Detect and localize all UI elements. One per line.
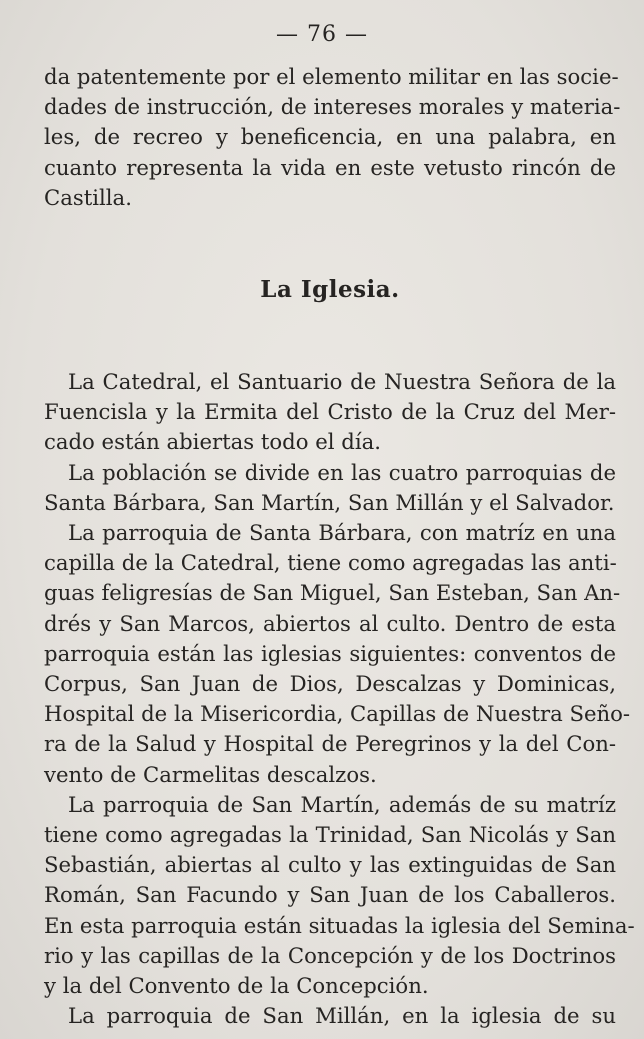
text-line: Sebastián, abiertas al culto y las extinguidas de San [44, 852, 616, 878]
text-line: drés y San Marcos, abiertos al culto. Dentro de esta [44, 610, 616, 636]
text-line: Román, San Facundo y San Juan de los Caballeros. [44, 882, 616, 908]
paragraph-santa-barbara [44, 518, 631, 790]
text-line: tiene como agregadas la Trinidad, San Nicolás y San [44, 822, 616, 848]
text-line: capilla de la Catedral, tiene como agregadas las anti- [44, 550, 617, 576]
text-line: La parroquia de Santa Bárbara, con matríz en una [68, 520, 616, 546]
text-line: La Catedral, el Santuario de Nuestra Señora de la [68, 369, 616, 395]
text-line: les, de recreo y beneficencia, en una palabra, en [44, 124, 616, 150]
paragraph-churches-open [44, 367, 616, 458]
paragraph-continuation [44, 62, 621, 213]
text-line: vento de Carmelitas descalzos. [44, 761, 377, 787]
text-line: La parroquia de San Martín, además de su matríz [68, 791, 616, 817]
text-line: La parroquia de San Millán, en la iglesia de su [68, 1003, 616, 1029]
text-line: parroquia están las iglesias siguientes: conventos de [44, 640, 616, 666]
text-line: dades de instrucción, de intereses morales y materia- [44, 94, 621, 120]
text-line: cuanto representa la vida en este vetusto rincón de [44, 154, 616, 180]
text-line: Santa Bárbara, San Martín, San Millán y el Salvador. [44, 489, 615, 515]
text-line: guas feligresías de San Miguel, San Esteban, San An- [44, 580, 621, 606]
page-body [44, 62, 635, 1031]
text-line: cado están abiertas todo el día. [44, 429, 381, 455]
page-number: — 76 — [276, 22, 368, 47]
text-line: Castilla. [44, 184, 132, 210]
text-line: rio y las capillas de la Concepción y de los Doctrinos [44, 942, 616, 968]
paragraph-san-millan [44, 1001, 616, 1031]
paragraph-san-martin [44, 790, 635, 1001]
text-line: Corpus, San Juan de Dios, Descalzas y Dominicas, [44, 671, 616, 697]
section-heading: La Iglesia. [260, 276, 400, 304]
text-line: Hospital de la Misericordia, Capillas de Nuestra Seño- [44, 701, 631, 727]
text-line: La población se divide en las cuatro parroquias de [68, 459, 616, 485]
text-line: y la del Convento de la Concepción. [44, 973, 429, 999]
text-line: da patentemente por el elemento militar en las socie- [44, 64, 619, 89]
paragraph-parishes [44, 458, 616, 518]
text-line: Fuencisla y la Ermita del Cristo de la Cruz del Mer- [44, 399, 616, 425]
text-line: ra de la Salud y Hospital de Peregrinos y la del Con- [44, 731, 616, 757]
text-line: En esta parroquia están situadas la iglesia del Semina- [44, 912, 635, 938]
